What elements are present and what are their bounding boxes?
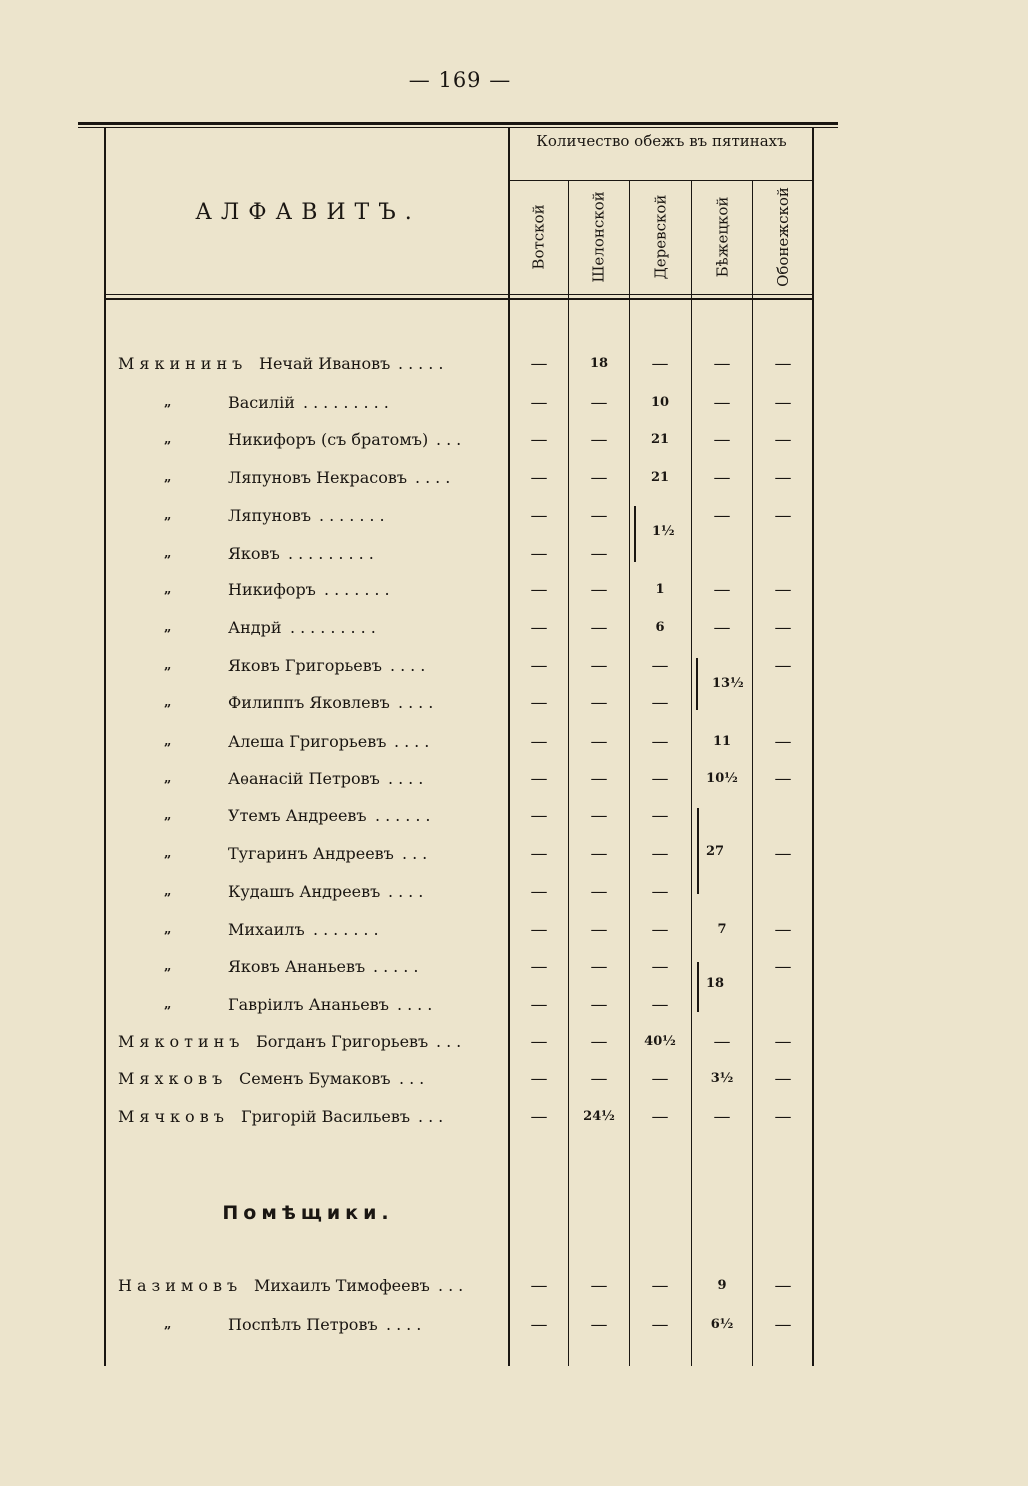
table-row [0,732,1028,760]
table-cell: — [713,580,731,600]
table-row [0,468,1028,496]
table-row [0,920,1028,948]
row-name: Яковъ Григорьевъ [228,656,382,675]
table-cell: — [530,1032,548,1052]
table-cell: — [590,920,608,940]
section-heading: Помѣщики. [222,1202,394,1224]
table-cell: — [713,468,731,488]
table-row [0,430,1028,458]
leader-dots: .... [386,1315,427,1334]
table-cell: — [713,506,731,526]
ditto-mark: „ [164,808,172,823]
table-cell: — [651,806,669,826]
ditto-mark: „ [164,734,172,749]
leader-dots: ....... [319,506,390,525]
ditto-mark: „ [164,395,172,410]
table-cell: — [590,580,608,600]
table-cell: 10½ [706,771,738,786]
brace-derevskoy [634,506,636,562]
table-cell: — [590,882,608,902]
table-cell: — [774,468,792,488]
ditto-mark: „ [164,771,172,786]
table-cell: — [774,1315,792,1335]
table-cell: 3½ [710,1071,734,1086]
table-cell: 6 [655,620,665,635]
table-cell: 6½ [710,1317,734,1332]
table-cell: — [590,430,608,450]
table-row [0,957,1028,985]
table-row [0,1107,1028,1135]
table-cell: — [530,844,548,864]
row-name: Яковъ Ананьевъ [228,957,366,976]
table-cell: 21 [650,432,670,447]
table-cell: — [651,995,669,1015]
ditto-mark: „ [164,546,172,561]
leader-dots: .... [397,995,438,1014]
table-cell: — [774,1032,792,1052]
ditto-mark: „ [164,884,172,899]
table-cell: — [530,693,548,713]
ditto-mark: „ [164,582,172,597]
table-cell: — [651,354,669,374]
row-name: Алеша Григорьевъ [228,732,387,751]
table-cell: — [530,618,548,638]
table-cell: — [590,732,608,752]
row-name: Григорій Васильевъ [241,1107,411,1126]
table-cell: — [530,506,548,526]
table-cell: — [774,354,792,374]
column-header-obonezhskoy: Обонежской [774,187,792,287]
table-cell: 40½ [644,1034,676,1049]
row-name: Андрй [228,618,282,637]
table-cell: — [651,1276,669,1296]
table-cell: 9 [717,1278,727,1293]
leader-dots: ... [436,1032,467,1051]
row-surname: Мякотинъ [118,1032,245,1051]
leader-dots: ....... [324,580,395,599]
table-cell: — [590,618,608,638]
row-name: Поспѣлъ Петровъ [228,1315,378,1334]
leader-dots: ....... [313,920,384,939]
table-cell: — [530,580,548,600]
row-name: Аѳанасій Петровъ [228,769,380,788]
table-row [0,1315,1028,1343]
table-row [0,1032,1028,1060]
leader-dots: ... [418,1107,449,1126]
table-cell: — [774,844,792,864]
row-surname: Мячковъ [118,1107,229,1126]
table-cell: — [530,806,548,826]
table-cell: — [651,656,669,676]
leader-dots: ..... [398,354,449,373]
table-cell: — [774,957,792,977]
column-header-derevskoy: Деревской [651,194,669,280]
row-name: Ляпуновъ Некрасовъ [228,468,408,487]
leader-dots: .... [388,882,429,901]
table-cell: — [530,1315,548,1335]
ditto-mark: „ [164,658,172,673]
table-row [0,656,1028,684]
table-row [0,995,1028,1023]
row-name: Семенъ Бумаковъ [239,1069,391,1088]
table-cell: — [774,393,792,413]
leader-dots: .... [398,693,439,712]
table-cell: — [774,920,792,940]
table-cell: — [774,618,792,638]
table-cell: — [590,844,608,864]
leader-dots: ... [399,1069,430,1088]
table-cell: — [590,656,608,676]
table-cell: 7 [717,922,727,937]
table-cell: — [651,957,669,977]
table-row [0,393,1028,421]
table-row [0,882,1028,910]
ditto-mark: „ [164,620,172,635]
table-cell: — [530,769,548,789]
column-header-bezhetskoy: Бѣжецкой [713,196,732,278]
table-cell: — [590,1069,608,1089]
table-cell: — [774,580,792,600]
row-name: Никифоръ [228,580,316,599]
leader-dots: ......... [288,544,379,563]
row-name: Кудашъ Андреевъ [228,882,381,901]
table-cell: — [651,693,669,713]
table-cell: 11 [712,734,732,749]
table-cell: — [590,769,608,789]
table-cell: — [651,844,669,864]
ditto-mark: „ [164,695,172,710]
table-cell: — [590,468,608,488]
table-cell: — [590,393,608,413]
table-cell: — [530,656,548,676]
table-row [0,806,1028,834]
brace-bezhetskoy-3 [697,962,699,1012]
table-row [0,354,1028,382]
table-row [0,580,1028,608]
row-name: Нечай Ивановъ [259,354,391,373]
leader-dots: .... [415,468,456,487]
table-cell: — [530,468,548,488]
row-name: Филиппъ Яковлевъ [228,693,390,712]
table-cell: — [590,1032,608,1052]
table-cell: — [713,354,731,374]
table-cell: — [530,882,548,902]
table-row [0,769,1028,797]
table-cell: 21 [650,470,670,485]
table-cell: — [774,1069,792,1089]
table-row [0,844,1028,872]
brace-bezhetskoy-1 [696,658,698,710]
table-cell: — [590,693,608,713]
table-cell: — [651,1107,669,1127]
leader-dots: .... [388,769,429,788]
alphabet-heading: АЛФАВИТЪ. [195,200,421,225]
table-cell: — [530,957,548,977]
ditto-mark: „ [164,1317,172,1332]
leader-dots: ...... [375,806,436,825]
row-surname: Мякининъ [118,354,248,373]
table-cell: — [530,995,548,1015]
table-cell: — [530,544,548,564]
table-cell: — [713,1032,731,1052]
table-cell: — [774,732,792,752]
table-row [0,693,1028,721]
table-cell: — [590,1276,608,1296]
table-cell: — [651,1069,669,1089]
table-cell: — [530,1069,548,1089]
table-cell: — [590,544,608,564]
ditto-mark: „ [164,432,172,447]
merged-value-bezhetskoy-2: 27 [706,844,725,859]
column-header-shelonskoy: Шелонской [590,191,609,283]
table-cell: — [590,957,608,977]
row-name: Никифоръ (съ братомъ) [228,430,429,449]
table-cell: 24½ [583,1109,615,1124]
table-cell: — [530,430,548,450]
column-header-votskoy: Вотской [530,204,548,270]
leader-dots: ..... [373,957,424,976]
table-cell: — [651,769,669,789]
ditto-mark: „ [164,508,172,523]
table-cell: — [530,920,548,940]
table-cell: 1 [655,582,665,597]
ditto-mark: „ [164,846,172,861]
table-cell: — [713,1107,731,1127]
leader-dots: .... [390,656,431,675]
table-cell: — [590,995,608,1015]
merged-value-bezhetskoy-1: 13½ [712,676,744,691]
table-cell: — [774,430,792,450]
table-cell: 18 [589,356,609,371]
leader-dots: ......... [303,393,394,412]
table-cell: — [774,1276,792,1296]
table-cell: — [590,506,608,526]
ditto-mark: „ [164,959,172,974]
table-row [0,1276,1028,1304]
table-cell: — [651,732,669,752]
table-cell: — [713,430,731,450]
table-row [0,1069,1028,1097]
leader-dots: ......... [290,618,381,637]
table-cell: — [774,656,792,676]
ditto-mark: „ [164,470,172,485]
table-cell: — [530,1276,548,1296]
table-cell: — [651,920,669,940]
table-cell: — [530,1107,548,1127]
table-cell: — [651,882,669,902]
ditto-mark: „ [164,922,172,937]
table-row [0,506,1028,534]
row-surname: Мяхковъ [118,1069,228,1088]
row-name: Михаилъ Тимофеевъ [254,1276,430,1295]
table-cell: 10 [650,395,670,410]
table-cell: — [774,769,792,789]
table-cell: — [713,618,731,638]
table-row [0,544,1028,572]
row-name: Тугаринъ Андреевъ [228,844,394,863]
page-number: — 169 — [408,68,512,92]
count-heading: Количество обежъ въ пятинахъ [536,132,787,150]
table-cell: — [713,393,731,413]
row-name: Василій [228,393,295,412]
ditto-mark: „ [164,997,172,1012]
table-cell: — [530,354,548,374]
row-name: Яковъ [228,544,280,563]
table-cell: — [530,732,548,752]
row-surname: Назимовъ [118,1276,243,1295]
merged-value-bezhetskoy-3: 18 [706,976,725,991]
table-cell: — [530,393,548,413]
row-name: Утемъ Андреевъ [228,806,367,825]
merged-value-derevskoy: 1½ [652,524,675,539]
table-row [0,618,1028,646]
leader-dots: ... [436,430,467,449]
table-cell: — [774,1107,792,1127]
table-cell: — [590,806,608,826]
brace-bezhetskoy-2 [697,808,699,894]
table-cell: — [774,506,792,526]
row-name: Ляпуновъ [228,506,312,525]
leader-dots: ... [438,1276,469,1295]
row-name: Гаврiилъ Ананьевъ [228,995,389,1014]
row-name: Михаилъ [228,920,305,939]
leader-dots: ... [402,844,433,863]
table-cell: — [590,1315,608,1335]
table-cell: — [651,1315,669,1335]
leader-dots: .... [394,732,435,751]
row-name: Богданъ Григорьевъ [256,1032,429,1051]
